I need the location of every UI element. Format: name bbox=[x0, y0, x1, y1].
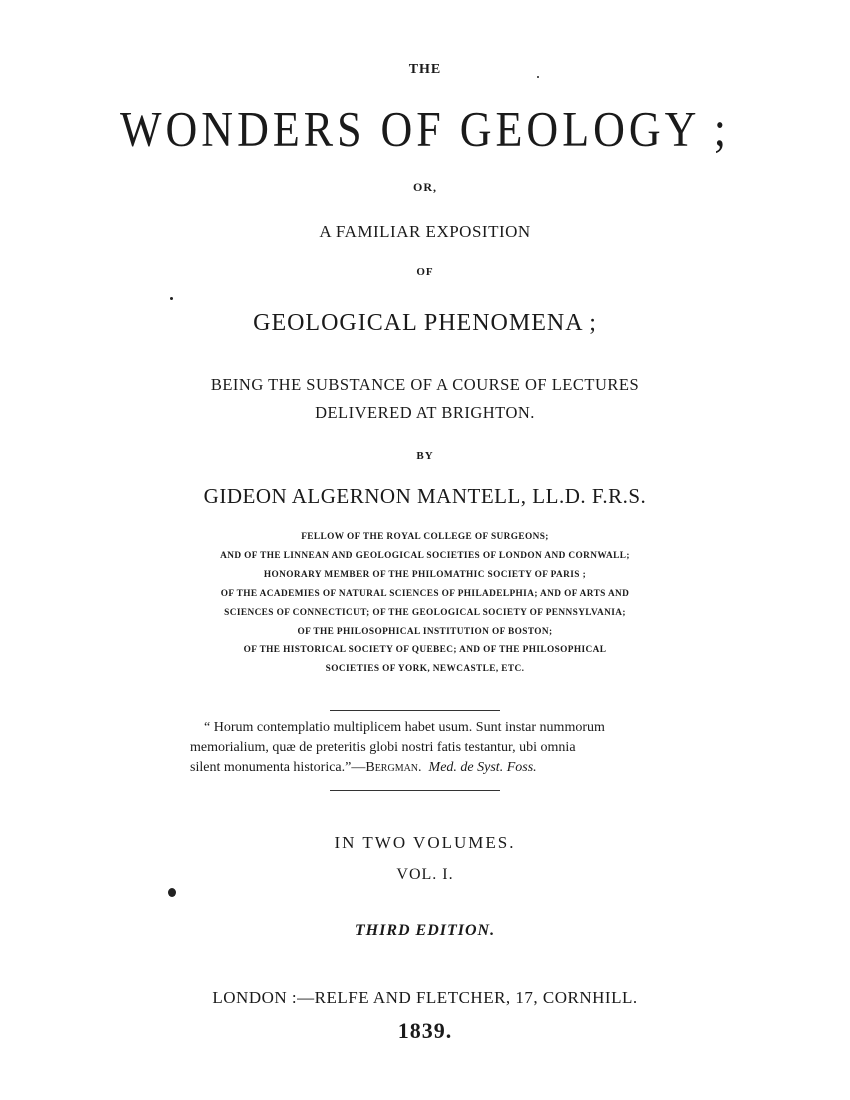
epigraph-quote bbox=[190, 718, 660, 778]
title-article: THE bbox=[408, 62, 442, 77]
main-title: WONDERS OF GEOLOGY ; bbox=[119, 102, 731, 157]
credential-line: OF THE PHILOSOPHICAL INSTITUTION OF BOSTON; bbox=[297, 626, 553, 637]
credential-line: HONORARY MEMBER OF THE PHILOMATHIC SOCIETY OF PARIS ; bbox=[263, 569, 587, 580]
secondary-title: GEOLOGICAL PHENOMENA ; bbox=[253, 310, 597, 336]
title-of: OF bbox=[416, 266, 434, 278]
ink-speck bbox=[168, 888, 176, 897]
author-credentials bbox=[0, 528, 850, 679]
quote-line-3 bbox=[190, 758, 660, 778]
credential-line: OF THE ACADEMIES OF NATURAL SCIENCES OF PHILADELPHIA; AND OF ARTS AND bbox=[220, 588, 630, 599]
quote-line-3-text: silent monumenta historica.”— bbox=[190, 760, 366, 775]
volumes-statement: IN TWO VOLUMES. bbox=[334, 833, 516, 852]
publication-year: 1839. bbox=[397, 1018, 453, 1043]
quote-line-1: “ Horum contemplatio multiplicem habet usum. Sunt instar nummorum bbox=[204, 720, 605, 735]
credential-line: SCIENCES OF CONNECTICUT; OF THE GEOLOGICAL SOCIETY OF PENNSYLVANIA; bbox=[224, 607, 626, 618]
publisher-imprint: LONDON :—RELFE AND FLETCHER, 17, CORNHILL. bbox=[212, 988, 638, 1007]
title-or: OR, bbox=[413, 180, 437, 194]
divider-bottom bbox=[330, 790, 500, 791]
ink-speck bbox=[537, 76, 539, 78]
divider-top bbox=[330, 710, 500, 711]
author-name: GIDEON ALGERNON MANTELL, LL.D. F.R.S. bbox=[203, 484, 647, 508]
edition-statement: THIRD EDITION. bbox=[354, 922, 496, 939]
credential-line: FELLOW OF THE ROYAL COLLEGE OF SURGEONS; bbox=[301, 532, 549, 542]
volume-number: VOL. I. bbox=[396, 866, 454, 883]
credential-line: OF THE HISTORICAL SOCIETY OF QUEBEC; AND OF THE PHILOSOPHICAL bbox=[243, 645, 607, 656]
description-line-2: DELIVERED AT BRIGHTON. bbox=[315, 403, 535, 422]
quote-attribution-work: Med. de Syst. Foss. bbox=[428, 760, 537, 775]
subtitle: A FAMILIAR EXPOSITION bbox=[319, 222, 531, 241]
quote-line-2: memorialium, quæ de preteritis globi nostri fatis testantur, ubi omnia bbox=[190, 740, 576, 755]
quote-attribution-name: Bergman. bbox=[365, 760, 422, 775]
description-line-1: BEING THE SUBSTANCE OF A COURSE OF LECTURES bbox=[210, 375, 640, 394]
credential-line: AND OF THE LINNEAN AND GEOLOGICAL SOCIETIES OF LONDON AND CORNWALL; bbox=[220, 550, 630, 561]
ink-speck bbox=[170, 297, 173, 300]
by-line: BY bbox=[416, 450, 434, 462]
credential-line: SOCIETIES OF YORK, NEWCASTLE, ETC. bbox=[325, 664, 525, 675]
